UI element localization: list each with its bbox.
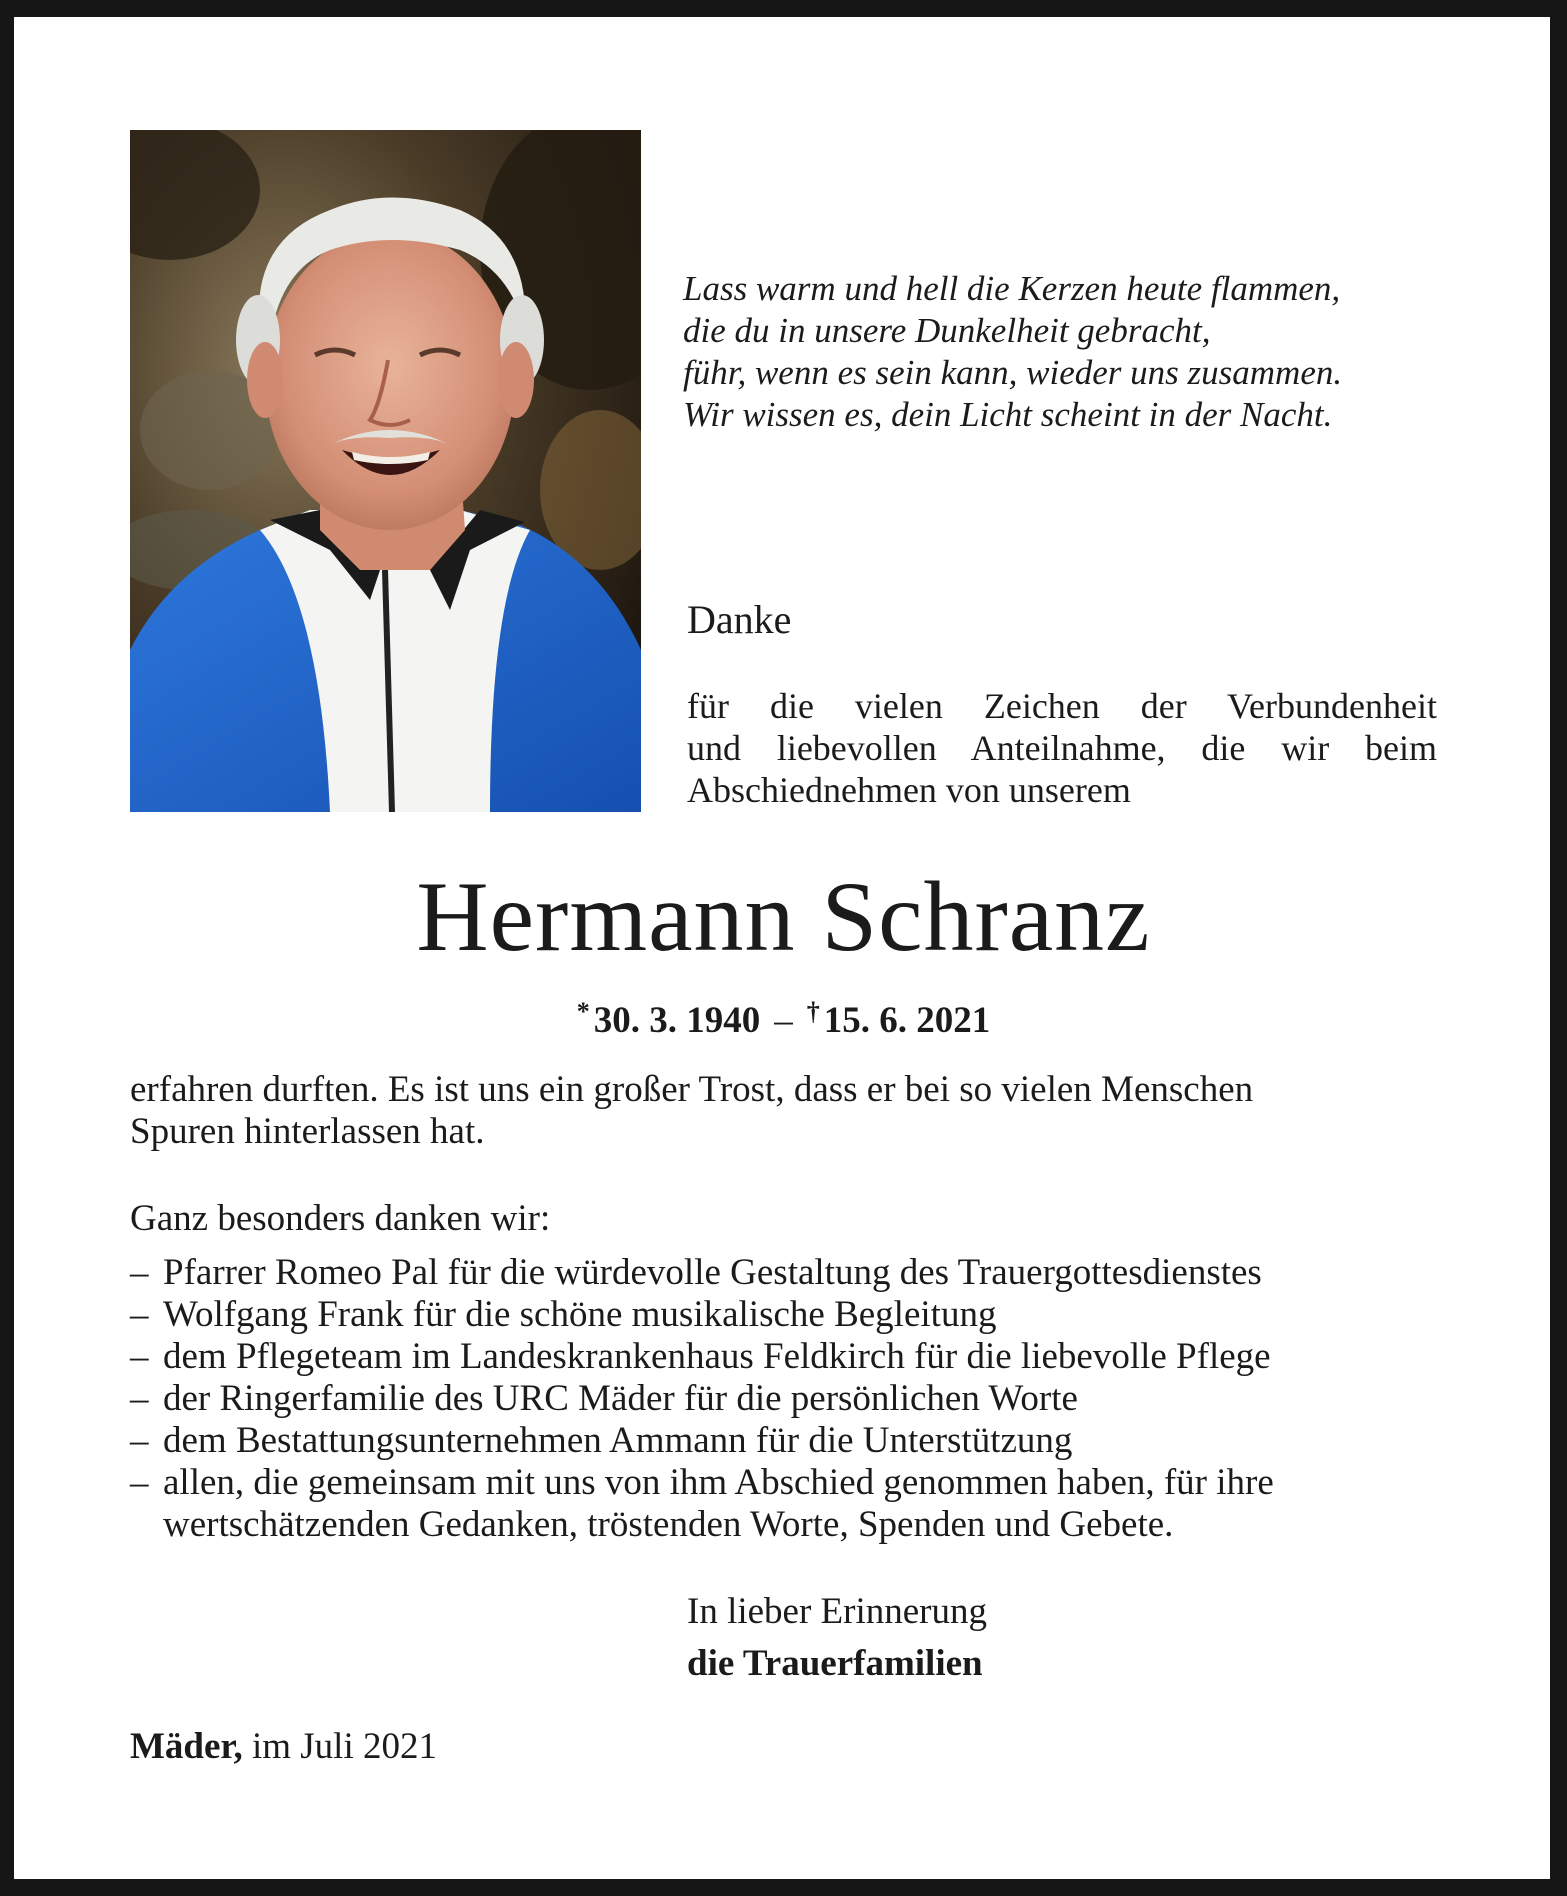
death-date: 15. 6. 2021 — [823, 1000, 991, 1041]
portrait-illustration — [130, 130, 641, 812]
list-item-text: allen, die gemeinsam mit uns von ihm Abschied genommen haben, für ihre — [163, 1462, 1274, 1503]
list-dash: – — [130, 1420, 149, 1461]
birth-date: 30. 3. 1940 — [593, 1000, 761, 1041]
list-intro: Ganz besonders danken wir: — [130, 1198, 551, 1239]
list-item-text: dem Pflegeteam im Landeskrankenhaus Feldkirch für die liebevolle Pflege — [163, 1336, 1271, 1377]
list-item — [130, 1462, 1450, 1546]
deceased-name: Hermann Schranz — [416, 861, 1151, 972]
thanks-intro-line: für die vielen Zeichen der Verbundenheit — [687, 686, 1437, 726]
list-item — [130, 1336, 1450, 1378]
thanks-list — [130, 1252, 1450, 1546]
list-item-text: Wolfgang Frank für die schöne musikalische Begleitung — [163, 1294, 997, 1335]
death-symbol: † — [806, 997, 820, 1026]
list-dash: – — [130, 1462, 149, 1503]
poem-line: die du in unsere Dunkelheit gebracht, — [683, 311, 1211, 350]
place-date — [130, 1725, 437, 1769]
thanks-intro-line: Abschiednehmen von unserem — [687, 770, 1131, 810]
list-dash: – — [130, 1252, 149, 1293]
life-dates — [0, 990, 1567, 1043]
thanks-intro-line: und liebevollen Anteilnahme, die wir beim — [687, 728, 1437, 768]
list-item-text: der Ringerfamilie des URC Mäder für die persönlichen Worte — [163, 1378, 1078, 1419]
list-item — [130, 1378, 1450, 1420]
poem-line: Lass warm und hell die Kerzen heute flammen, — [683, 269, 1341, 308]
poem — [683, 268, 1443, 436]
list-item — [130, 1252, 1450, 1294]
body-paragraph — [130, 1069, 1440, 1153]
place-town: Mäder, — [130, 1726, 243, 1767]
body-line: erfahren durften. Es ist uns ein großer Trost, dass er bei so vielen Menschen — [130, 1069, 1254, 1110]
date-separator: – — [774, 1000, 793, 1041]
list-dash: – — [130, 1336, 149, 1377]
body-line: Spuren hinterlassen hat. — [130, 1111, 485, 1152]
thanks-intro — [687, 685, 1437, 811]
list-item-text: dem Bestattungsunternehmen Ammann für die Unterstützung — [163, 1420, 1073, 1461]
list-dash: – — [130, 1294, 149, 1335]
portrait-photo — [130, 130, 641, 812]
list-dash: – — [130, 1378, 149, 1419]
closing-signature: die Trauerfamilien — [687, 1643, 983, 1684]
birth-symbol: * — [576, 997, 590, 1026]
closing-memo: In lieber Erinnerung — [687, 1591, 987, 1632]
list-item-text: wertschätzenden Gedanken, tröstenden Worte, Spenden und Gebete. — [163, 1504, 1174, 1545]
place-date-text: im Juli 2021 — [251, 1726, 437, 1767]
closing — [687, 1586, 987, 1690]
list-item — [130, 1294, 1450, 1336]
thanks-heading: Danke — [687, 597, 792, 642]
poem-line: führ, wenn es sein kann, wieder uns zusammen. — [683, 353, 1343, 392]
poem-line: Wir wissen es, dein Licht scheint in der Nacht. — [683, 395, 1333, 434]
list-item — [130, 1420, 1450, 1462]
list-item-text: Pfarrer Romeo Pal für die würdevolle Gestaltung des Trauergottesdienstes — [163, 1252, 1262, 1293]
